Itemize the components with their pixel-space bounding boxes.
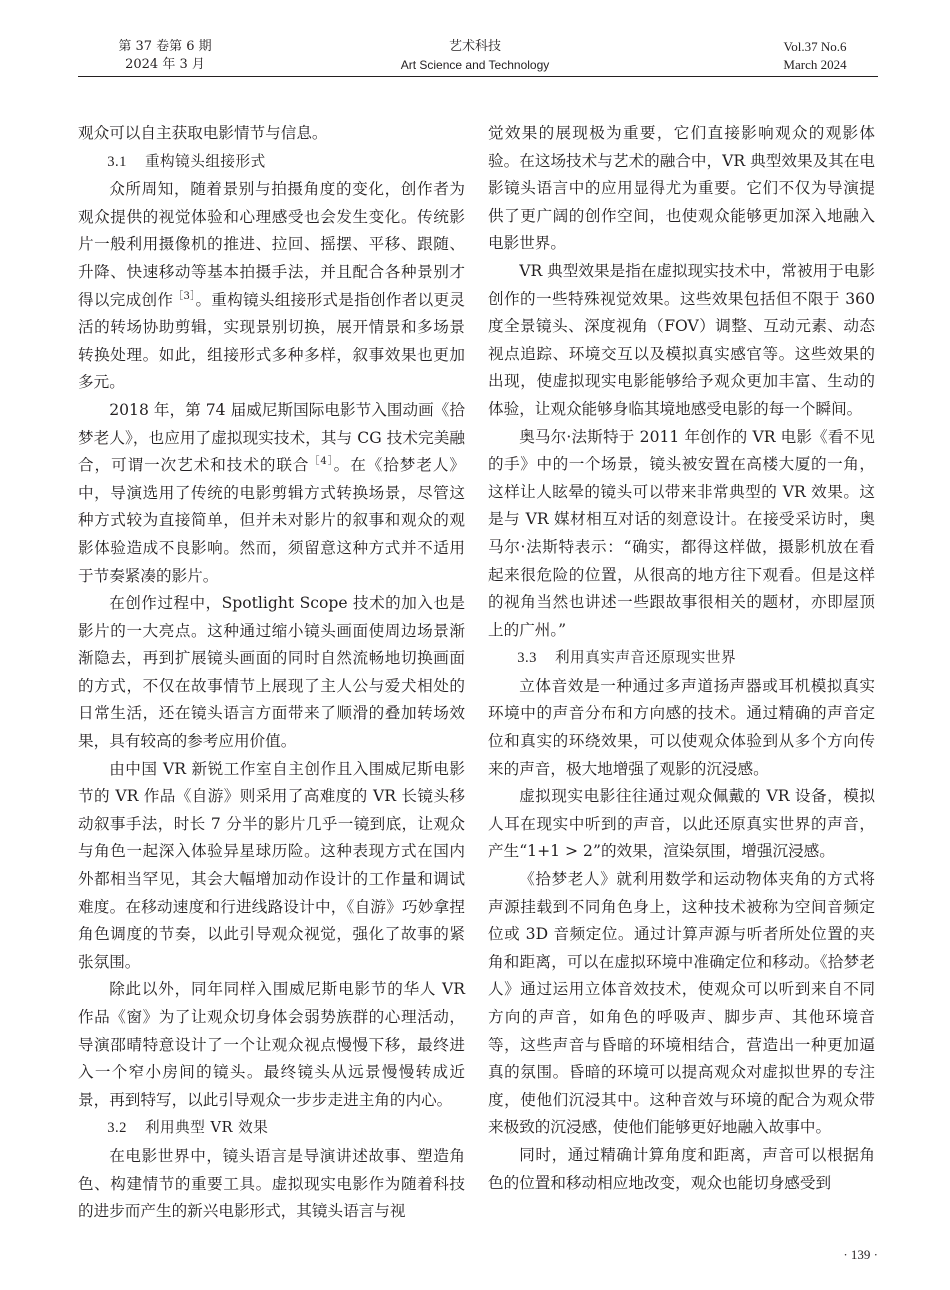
paragraph-text: 。在《拾梦老人》中，导演选用了传统的电影剪辑方式转换场景，尽管这种方式较为直接简单，但并未对影片的叙事和观众的观影体验造成不良影响。然而，须留意这种方式并不适用于节奏紧凑的影片。 (78, 456, 465, 585)
paragraph: 《拾梦老人》就利用数学和运动物体夹角的方式将声源挂载到不同角色身上，这种技术被称为空间音频定位或 3D 音频定位。通过计算声源与听者所处位置的夹角和距离，可以在虚拟环境中准确定位和移动。《拾梦老人》通过运用立体音效技术，使观众可以听到来自不同方向的声音，如角色的呼吸声、脚步声、其他环境音等，这些声音与昏暗的环境相结合，营造出一种更加逼真的氛围。昏暗的环境可以提高观众对虚拟世界的专注度，使他们沉浸其中。这种音效与环境的配合为观众带来极致的沉浸感，使他们能够更好地融入故事中。 (488, 870, 875, 1137)
header-issue-en (760, 38, 870, 74)
paragraph: 在电影世界中，镜头语言是导演讲述故事、塑造角色、构建情节的重要工具。虚拟现实电影作为随着科技的进步而产生的新兴电影形式，其镜头语言与视 (78, 1146, 465, 1221)
paragraph: 在创作过程中，Spotlight Scope 技术的加入也是影片的一大亮点。这种通过缩小镜头画面使周边场景渐渐隐去，再到扩展镜头画面的同时自然流畅地切换画面的方式，不仅在故事情节上展现了主人公与爱犬相处的日常生活，还在镜头语言方面带来了顺滑的叠加转场效果，具有较高的参考应用价值。 (78, 594, 465, 751)
section-title: 利用真实声音还原现实世界 (554, 649, 737, 667)
header-journal-en: Art Science and Technology (400, 58, 550, 72)
paragraph: 虚拟现实电影往往通过观众佩戴的 VR 设备，模拟人耳在现实中听到的声音，以此还原真实世界的声音，产生“1+1 > 2”的效果，渲染氛围，增强沉浸感。 (488, 787, 875, 861)
header-issue (100, 38, 230, 74)
header-date-cn: 2024 年 3 月 (125, 57, 205, 72)
header-journal (380, 38, 570, 74)
section-number: 3.2 (107, 1120, 127, 1137)
paragraph: 立体音效是一种通过多声道扬声器或耳机模拟真实环境中的声音分布和方向感的技术。通过精确的声音定位和真实的环绕效果，可以使观众体验到从多个方向传来的声音，极大地增强了观影的沉浸感。 (488, 676, 875, 778)
paragraph (78, 397, 465, 590)
right-column (488, 120, 875, 1197)
section-number: 3.1 (107, 153, 127, 170)
left-column (78, 120, 465, 1226)
header-volume-cn: 第 37 卷第 6 期 (118, 39, 212, 54)
section-number: 3.3 (517, 650, 537, 667)
section-heading-3-1 (78, 148, 465, 177)
section-title: 重构镜头组接形式 (144, 152, 266, 170)
citation-ref: ［3］ (173, 290, 196, 302)
page-header (0, 0, 950, 80)
paragraph-text: 众所周知，随着景别与拍摄角度的变化，创作者为观众提供的视觉体验和心理感受也会发生变化。传统影片一般利用摄像机的推进、拉回、摇摆、平移、跟随、升降、快速移动等基本拍摄手法，并且配合各种景别才得以完成创作 (78, 180, 465, 309)
paragraph-text: 2018 年，第 74 届威尼斯国际电影节入围动画《拾梦老人》，也应用了虚拟现实技术，其与 CG 技术完美融合，可谓一次艺术和技术的联合 (78, 400, 465, 475)
paragraph: 觉效果的展现极为重要，它们直接影响观众的观影体验。在这场技术与艺术的融合中，VR 典型效果及其在电影镜头语言中的应用显得尤为重要。它们不仅为导演提供了更广阔的创作空间，也使观众能够更加深入地融入电影世界。 (488, 124, 875, 253)
header-volume-en: Vol.37 No.6 (783, 39, 847, 54)
citation-ref: ［4］ (309, 455, 334, 467)
section-title: 利用典型 VR 效果 (144, 1119, 269, 1137)
paragraph: 奥马尔·法斯特于 2011 年创作的 VR 电影《看不见的手》中的一个场景，镜头被安置在高楼大厦的一角，这样让人眩晕的镜头可以带来非常典型的 VR 效果。这是与 VR 媒材相互对话的刻意设计。在接受采访时，奥马尔·法斯特表示：“确实，都得这样做，摄影机放在看起来很危险的位置，从很高的地方往下观看。但是这样的视角当然也讲述一些跟故事很相关的题材，亦即屋顶上的广州。” (488, 427, 875, 639)
paragraph: VR 典型效果是指在虚拟现实技术中，常被用于电影创作的一些特殊视觉效果。这些效果包括但不限于 360 度全景镜头、深度视角（FOV）调整、互动元素、动态视点追踪、环境交互以及模拟真实感官等。这些效果的出现，使虚拟现实电影能够给予观众更加丰富、生动的体验，让观众能够身临其境地感受电影的每一个瞬间。 (488, 261, 875, 418)
section-heading-3-2 (78, 1114, 465, 1143)
paragraph: 观众可以自主获取电影情节与信息。 (78, 124, 328, 142)
header-date-en: March 2024 (783, 57, 847, 72)
paragraph (78, 176, 465, 397)
paragraph: 同时，通过精确计算角度和距离，声音可以根据角色的位置和移动相应地改变，观众也能切身感受到 (488, 1145, 875, 1192)
paragraph-text: 。重构镜头组接形式是指创作者以更灵活的转场协助剪辑，实现景别切换，展开情景和多场景转换处理。如此，组接形式多种多样，叙事效果也更加多元。 (78, 290, 465, 392)
paragraph: 由中国 VR 新锐工作室自主创作且入围威尼斯电影节的 VR 作品《自游》则采用了高难度的 VR 长镜头移动叙事手法，时长 7 分半的影片几乎一镜到底，让观众与角色一起深入体验异星球历险。这种表现方式在国内外都相当罕见，其会大幅增加动作设计的工作量和调试难度。在移动速度和行进线路设计中，《自游》巧妙拿捏角色调度的节奏，以此引导观众视觉，强化了故事的紧张氛围。 (78, 759, 465, 971)
section-heading-3-3 (488, 644, 875, 673)
page-number: · 139 · (843, 1247, 878, 1262)
header-journal-cn: 艺术科技 (448, 39, 501, 54)
header-rule (78, 76, 878, 77)
paragraph: 除此以外，同年同样入围威尼斯电影节的华人 VR 作品《窗》为了让观众切身体会弱势族群的心理活动，导演邵晴特意设计了一个让观众视点慢慢下移，最终进入一个窄小房间的镜头。最终镜头从远景慢慢转成近景，再到特写，以此引导观众一步步走进主角的内心。 (78, 980, 465, 1109)
